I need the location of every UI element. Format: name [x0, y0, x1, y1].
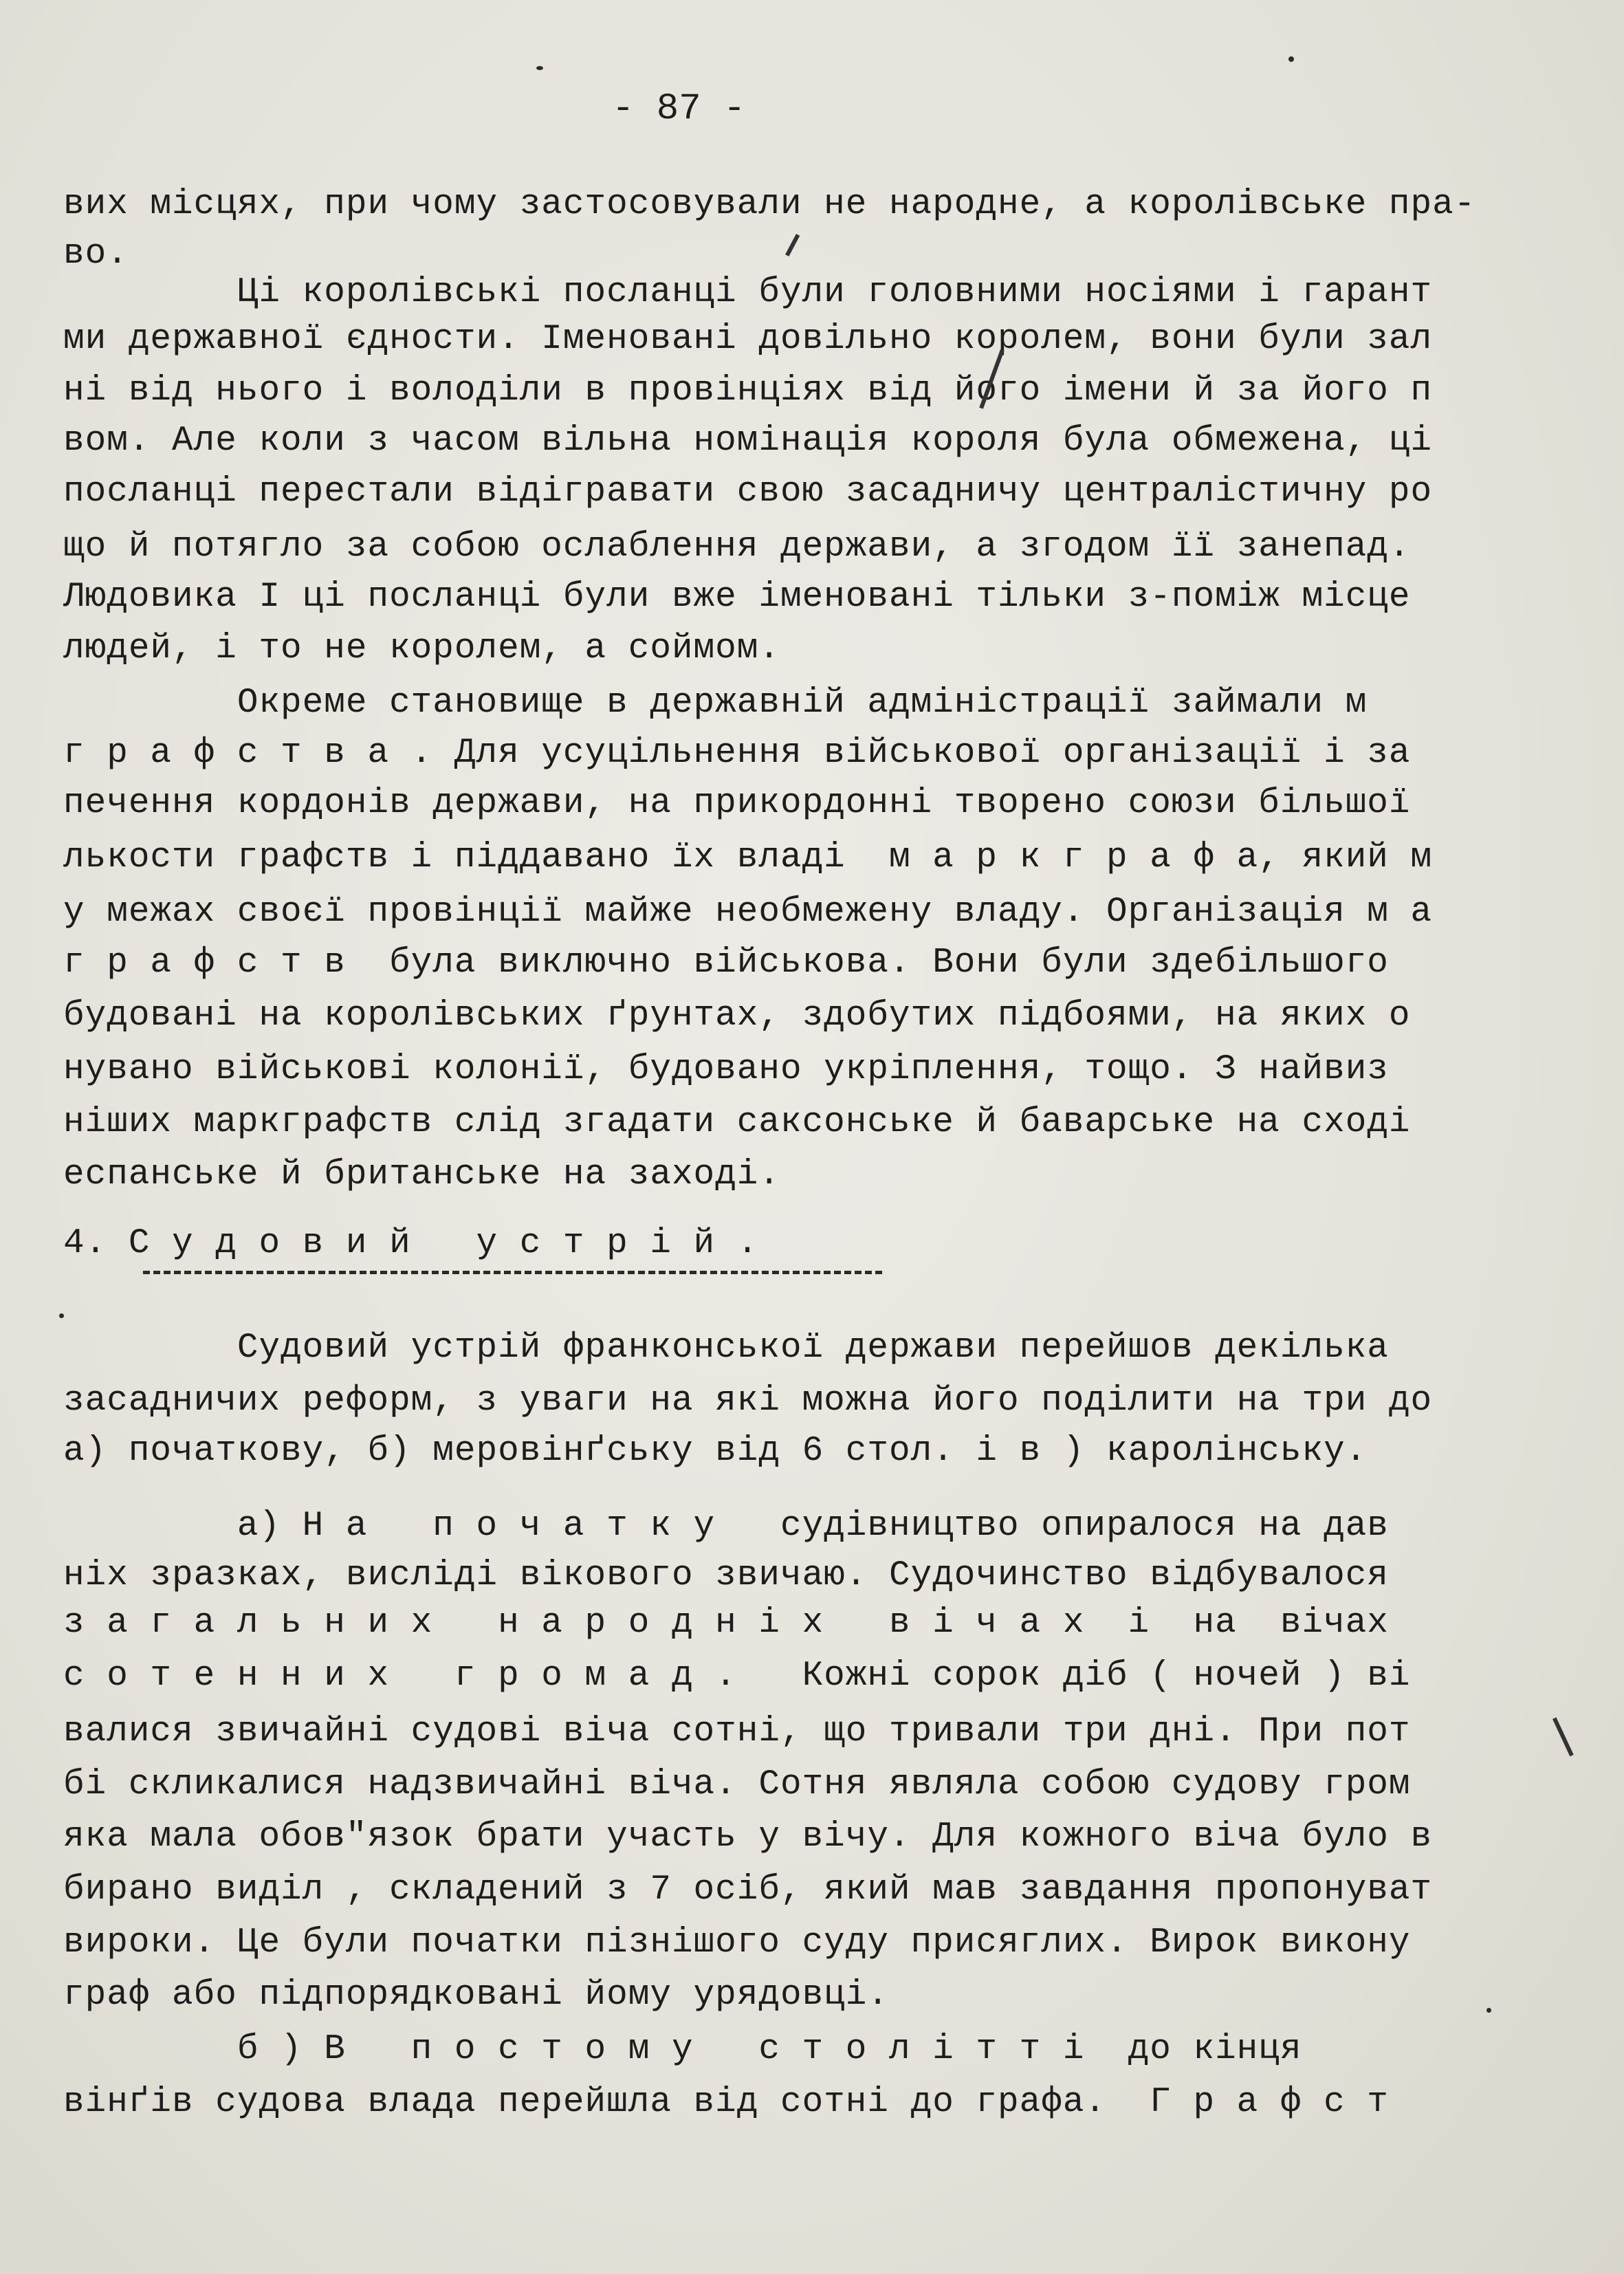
text-line-28: с о т е н н и х г р о м а д . Кожні сорок діб ( ночей ) ві	[63, 1657, 1411, 1696]
ink-speck	[59, 1313, 64, 1318]
text-line-12: г р а ф с т в а . Для усуцільнення військової організації і за	[63, 734, 1411, 773]
text-line-26: ніх зразках, висліді вікового звичаю. Судочинство відбувалося	[63, 1556, 1389, 1595]
text-line-3: Ці королівські посланці були головними носіями і гарант	[63, 273, 1433, 312]
text-line-16: г р а ф с т в була виключно військова. Вони були здебільшого	[63, 943, 1389, 983]
section-heading: 4. С у д о в и й у с т р і й .	[63, 1224, 759, 1263]
ink-speck	[1288, 56, 1294, 62]
ink-speck	[536, 66, 543, 70]
text-line-27: з а г а л ь н и х н а р о д н і х в і ч а х і на вічах	[63, 1604, 1389, 1643]
text-line-5: ні від нього і володіли в провінціях від його імени й за його п	[63, 371, 1433, 411]
text-line-10: людей, і то не королем, а соймом.	[63, 629, 780, 668]
text-line-24: а) початкову, б) меровінґську від 6 стол. і в ) каролінську.	[63, 1432, 1368, 1471]
pen-mark	[785, 234, 800, 256]
text-line-1: вих місцях, при чому застосовували не народне, а королівське пра-	[63, 185, 1476, 224]
text-line-2: во.	[63, 234, 129, 274]
text-line-19: ніших маркграфств слід згадати саксонське й баварське на сході	[63, 1103, 1411, 1142]
text-line-20: еспанське й британське на заході.	[63, 1155, 780, 1194]
text-line-7: посланці перестали відігравати свою засадничу централістичну ро	[63, 472, 1433, 512]
text-line-25: а) Н а п о ч а т к у судівництво опиралося на дав	[63, 1507, 1389, 1546]
text-line-33: вироки. Це були початки пізнішого суду присяглих. Вирок викону	[63, 1923, 1411, 1963]
text-line-9: Людовика I ці посланці були вже іменовані тільки з-поміж місце	[63, 578, 1411, 617]
text-line-15: у межах своєї провінції майже необмежену владу. Організація м а	[63, 893, 1433, 932]
text-line-32: бирано виділ , складений з 7 осіб, який мав завдання пропонуват	[63, 1870, 1433, 1910]
text-line-8: що й потягло за собою ослаблення держави, а згодом її занепад.	[63, 527, 1411, 567]
pen-mark	[1552, 1717, 1574, 1756]
heading-underline	[143, 1271, 882, 1274]
text-line-29: валися звичайні судові віча сотні, що тривали три дні. При пот	[63, 1712, 1411, 1751]
text-line-17: будовані на королівських ґрунтах, здобутих підбоями, на яких о	[63, 996, 1411, 1036]
page-number: - 87 -	[612, 88, 746, 130]
text-line-34: граф або підпорядковані йому урядовці.	[63, 1976, 889, 2015]
text-line-14: лькости графств і піддавано їх владі м а р к г р а ф а, який м	[63, 838, 1433, 877]
text-line-18: нувано військові колонії, будовано укріплення, тощо. З найвиз	[63, 1050, 1389, 1089]
text-line-4: ми державної єдности. Іменовані довільно королем, вони були зал	[63, 320, 1433, 359]
text-line-23: засадничих реформ, з уваги на які можна його поділити на три до	[63, 1381, 1433, 1421]
text-line-30: бі скликалися надзвичайні віча. Сотня являла собою судову гром	[63, 1765, 1411, 1804]
text-line-35: б ) В п о с т о м у с т о л і т т і до кінця	[63, 2030, 1302, 2069]
text-line-13: печення кордонів держави, на прикордонні творено союзи більшої	[63, 784, 1411, 823]
text-line-31: яка мала обов"язок брати участь у вічу. Для кожного віча було в	[63, 1817, 1433, 1857]
text-line-11: Окреме становище в державній адміністрації займали м	[63, 684, 1368, 723]
text-line-22: Судовий устрій франконської держави перейшов декілька	[63, 1329, 1389, 1368]
ink-speck	[1486, 2008, 1491, 2013]
text-line-6: вом. Але коли з часом вільна номінація короля була обмежена, ці	[63, 422, 1433, 461]
text-line-36: вінґів судова влада перейшла від сотні до графа. Г р а ф с т	[63, 2083, 1389, 2122]
